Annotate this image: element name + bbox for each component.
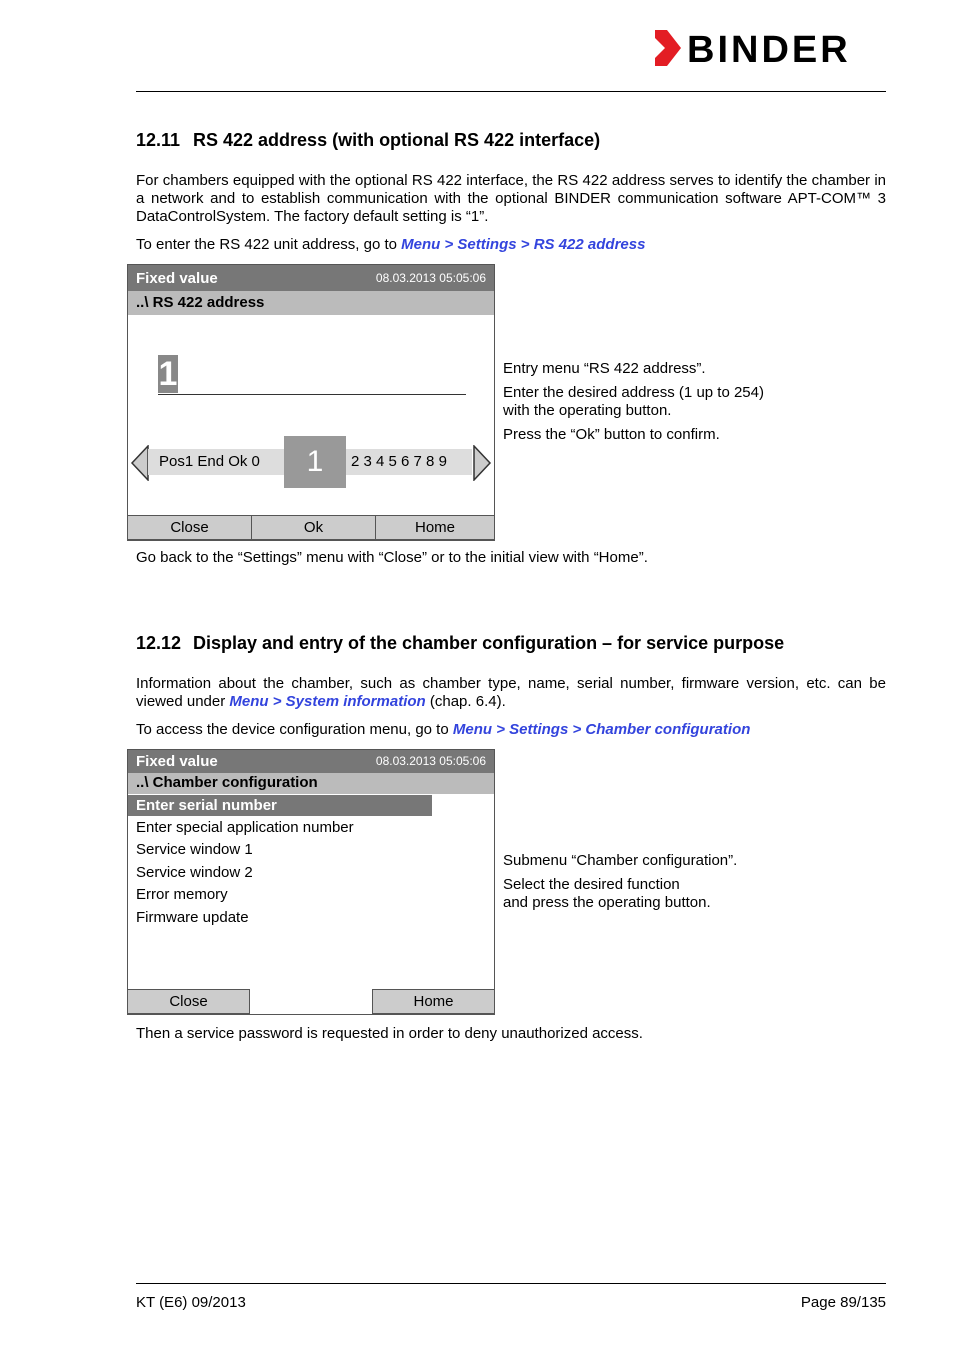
close-button[interactable]: Close	[127, 989, 250, 1014]
close-button[interactable]: Close	[127, 515, 252, 540]
menu-item-enter-serial-number[interactable]: Enter serial number	[136, 797, 277, 814]
side-note: Press the “Ok” button to confirm.	[503, 426, 720, 443]
side-note: Select the desired function	[503, 876, 680, 893]
logo-text: BINDER	[687, 30, 851, 66]
rs422-side-notes	[503, 360, 764, 444]
section-heading-12-12: 12.12 Display and entry of the chamber configuration – for service purpose	[136, 633, 785, 653]
logo-arrow-icon	[655, 30, 681, 66]
footer-rule	[136, 1283, 886, 1284]
section2-after-text: Then a service password is requested in order to deny unauthorized access.	[136, 1025, 643, 1042]
menu-item-service-window-1[interactable]: Service window 1	[136, 841, 253, 858]
system-info-link[interactable]: Menu > System information	[229, 693, 426, 710]
chamber-config-side-notes	[503, 852, 737, 912]
home-button[interactable]: Home	[372, 989, 495, 1014]
side-note: and press the operating button.	[503, 894, 711, 911]
menu-item-special-application[interactable]: Enter special application number	[136, 819, 354, 836]
screen-subtitle-bar	[128, 773, 494, 794]
screen-datetime: 08.03.2013 05:05:06	[375, 754, 486, 768]
section2-nav-instruction: To access the device configuration menu, go to Menu > Settings > Chamber configuration	[136, 721, 751, 738]
menu-item-error-memory[interactable]: Error memory	[136, 886, 228, 903]
header-rule	[136, 91, 886, 92]
section2-paragraph: Information about the chamber, such as chamber type, name, serial number, firmware version, etc. can be viewed under Menu > System information (chap. 6.4).	[136, 675, 886, 710]
screen-subtitle: ..\ RS 422 address	[136, 294, 265, 311]
section-heading-12-11: 12.11 RS 422 address (with optional RS 422 interface)	[136, 130, 601, 150]
chamber-config-screen	[127, 749, 495, 1015]
selector-right-options[interactable]: 2 3 4 5 6 7 8 9	[351, 453, 447, 470]
menu-item-service-window-2[interactable]: Service window 2	[136, 864, 253, 881]
right-arrow-icon[interactable]	[472, 445, 492, 481]
left-arrow-icon[interactable]	[130, 445, 150, 481]
menu-item-firmware-update[interactable]: Firmware update	[136, 909, 249, 926]
binder-logo	[655, 30, 887, 66]
screen-title: Fixed value	[136, 270, 218, 287]
side-note: with the operating button.	[503, 402, 672, 419]
ok-button[interactable]: Ok	[251, 515, 376, 540]
section1-paragraph: For chambers equipped with the optional RS 422 interface, the RS 422 address serves to identify the chamber in a network and to establish communication with the optional BINDER communication software APT-COM™ 3 DataControlSystem. The factory default setting is “1”.	[136, 172, 886, 225]
rs422-screen	[127, 264, 495, 541]
screen-button-bar	[128, 989, 494, 1014]
screen-subtitle-bar	[128, 291, 494, 315]
value-underline	[158, 394, 466, 395]
selector-left-options[interactable]: Pos1 End Ok 0	[159, 453, 260, 470]
address-value: 1	[158, 355, 178, 393]
section1-nav-instruction: To enter the RS 422 unit address, go to Menu > Settings > RS 422 address	[136, 236, 646, 253]
screen-datetime: 08.03.2013 05:05:06	[375, 271, 486, 285]
footer-doc-id: KT (E6) 09/2013	[136, 1294, 246, 1311]
menu-path-link[interactable]: Menu > Settings > RS 422 address	[401, 236, 646, 253]
home-button[interactable]: Home	[375, 515, 495, 540]
menu-path-link[interactable]: Menu > Settings > Chamber configuration	[452, 721, 751, 738]
screen-subtitle: ..\ Chamber configuration	[136, 774, 318, 791]
screen-titlebar	[128, 265, 494, 291]
section1-after-text: Go back to the “Settings” menu with “Close” or to the initial view with “Home”.	[136, 549, 648, 566]
screen-button-bar	[128, 515, 494, 540]
selector-current-digit[interactable]: 1	[284, 436, 346, 488]
side-note: Enter the desired address (1 up to 254)	[503, 384, 764, 401]
screen-titlebar	[128, 750, 494, 773]
screen-title: Fixed value	[136, 753, 218, 770]
side-note: Entry menu “RS 422 address”.	[503, 360, 706, 377]
side-note: Submenu “Chamber configuration”.	[503, 852, 738, 869]
footer-page-number: Page 89/135	[800, 1294, 886, 1311]
